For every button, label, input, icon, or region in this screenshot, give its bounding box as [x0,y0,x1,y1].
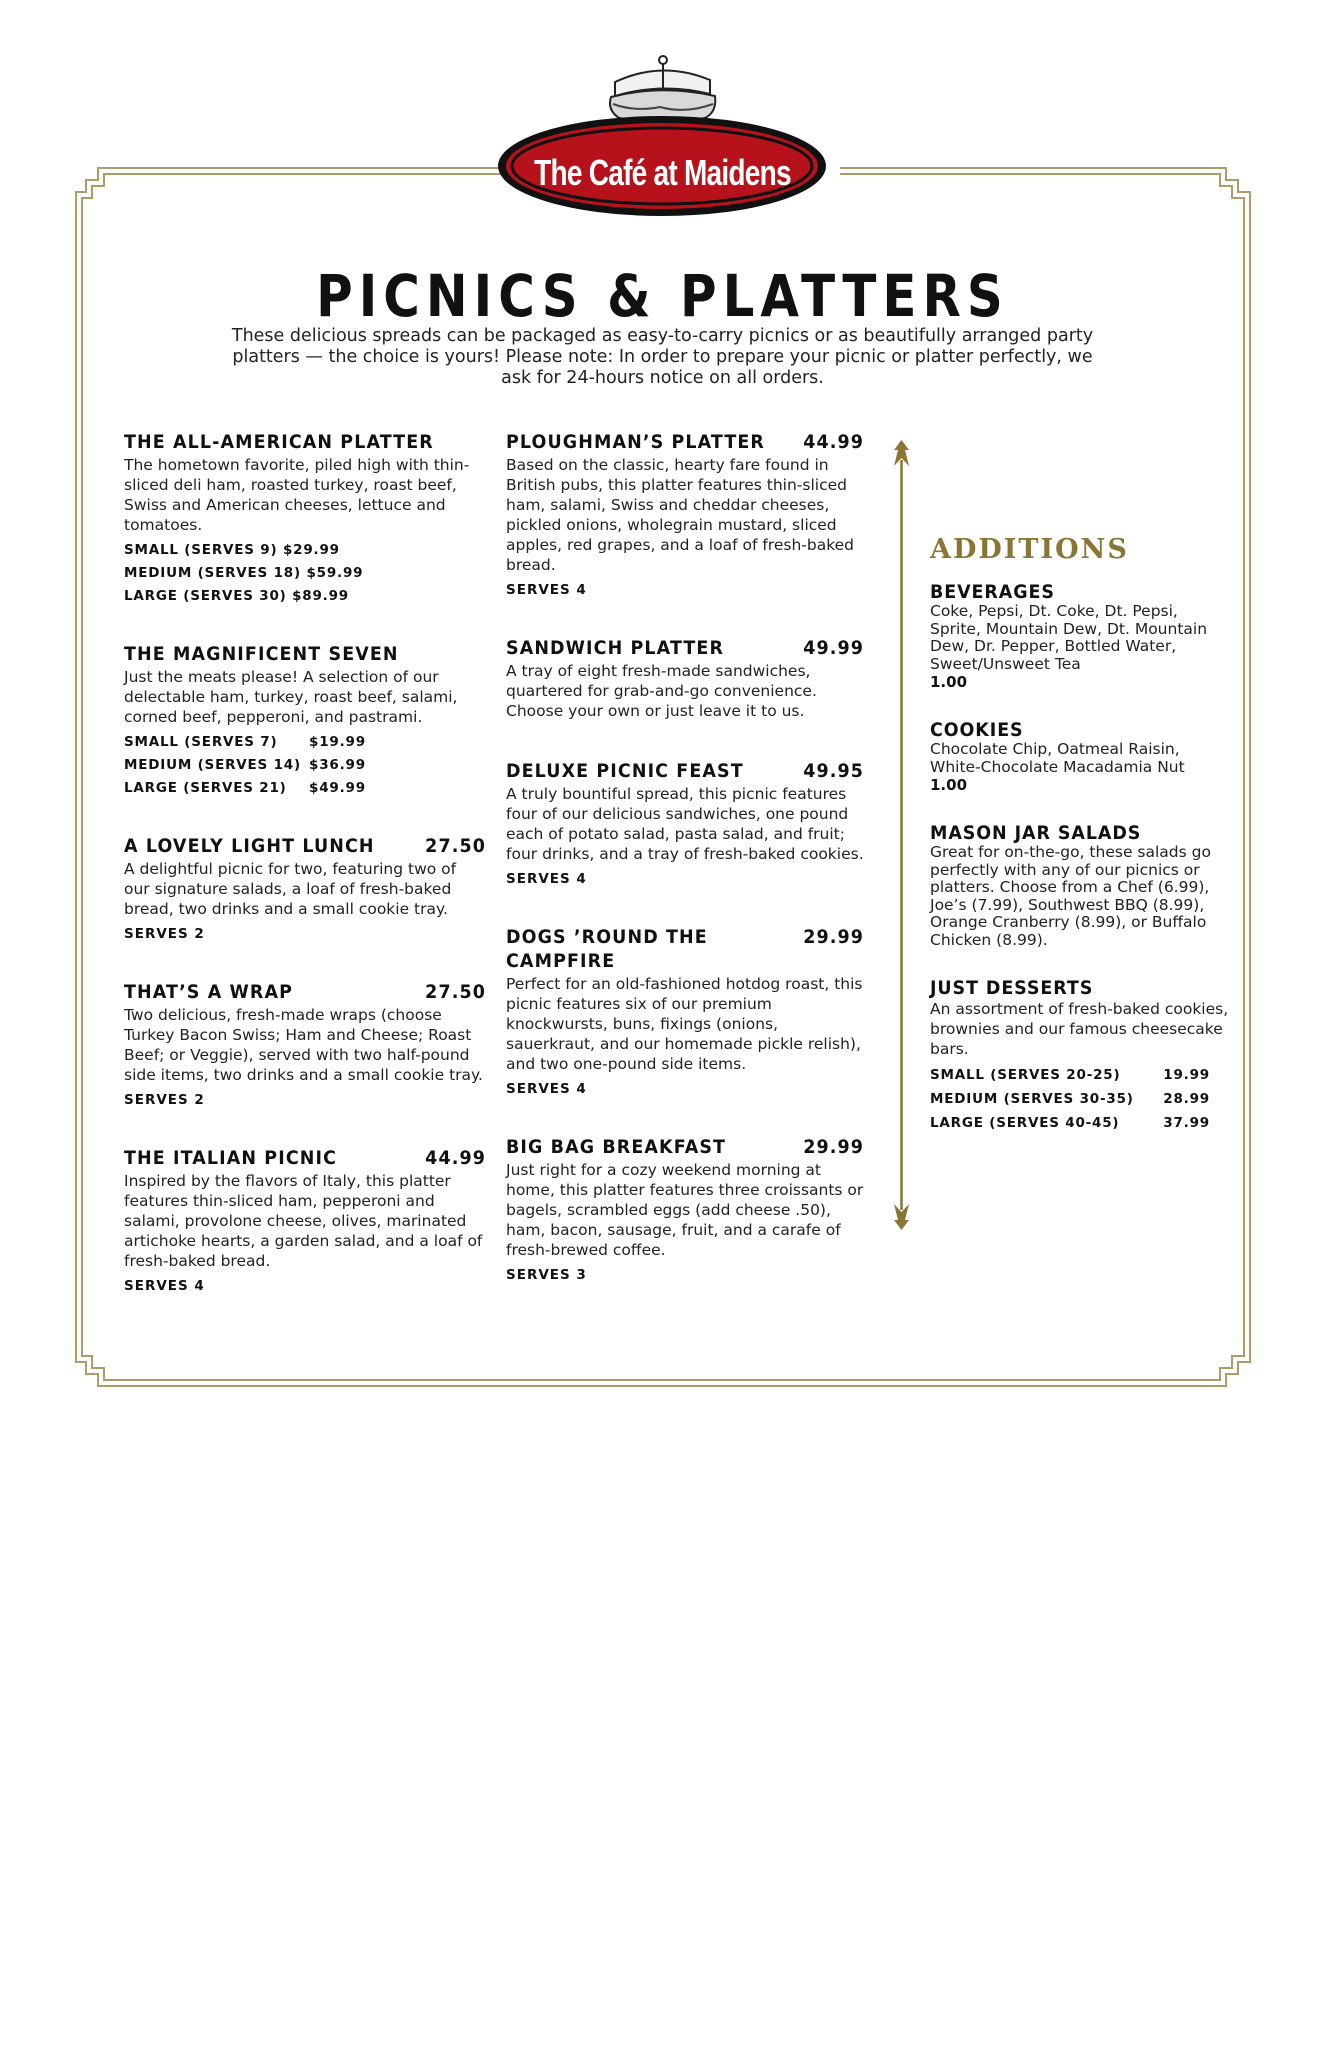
intro-text: These delicious spreads can be packaged as easy-to-carry picnics or as beautifully arranged party platters — the choice is yours! Please note: In order to prepare your picnic or platter perfectly, we ask for 24-hours notice on all orders. [231,326,1094,388]
item-price: 27.50 [425,835,487,857]
menu-item [506,1135,864,1283]
addition-item [930,977,1230,1131]
size-option: LARGE (SERVES 30) $89.99 [124,588,350,604]
page-title: PICNICS & PLATTERS [316,262,1009,330]
size-option: LARGE (SERVES 40-45) 37.99 [930,1115,1210,1131]
addition-description: Great for on-the-go, these salads go perfectly with any of our picnics or platters. Choose from a Chef (6.99), Joe’s (7.99), Southwest BBQ (8.99), Orange Cranberry (8.99), or Buffalo Chicken (8.99). [930,843,1211,949]
menu-item [124,642,486,796]
addition-name: BEVERAGES [930,581,1055,603]
item-price: 27.50 [425,981,487,1003]
size-option: LARGE (SERVES 21) $49.99 [124,780,366,796]
size-option: MEDIUM (SERVES 30-35) 28.99 [930,1091,1210,1107]
menu-item [124,1146,486,1294]
item-description: A tray of eight fresh-made sandwiches, quartered for grab-and-go convenience. Choose your own or just leave it to us. [506,662,817,720]
size-option: MEDIUM (SERVES 18) $59.99 [124,565,364,581]
item-serves: SERVES 2 [124,1092,205,1108]
cafe-logo [495,52,830,222]
item-description: Inspired by the flavors of Italy, this platter features thin-sliced ham, pepperoni and salami, provolone cheese, olives, marinated artichoke hearts, a garden salad, and a loaf of fresh-baked bread. [124,1172,483,1270]
item-serves: SERVES 4 [124,1278,205,1294]
menu-column-2 [506,430,864,1321]
item-price: 49.99 [803,637,865,659]
size-option: SMALL (SERVES 9) $29.99 [124,542,340,558]
addition-name: COOKIES [930,719,1024,741]
menu-item [506,430,864,598]
item-name: PLOUGHMAN’S PLATTER [506,431,765,453]
addition-price: 1.00 [930,673,968,691]
addition-name: JUST DESSERTS [930,977,1094,999]
size-option: SMALL (SERVES 7) $19.99 [124,734,366,750]
menu-item [506,925,864,1097]
addition-price: 1.00 [930,776,968,794]
item-description: The hometown favorite, piled high with thin-sliced deli ham, roasted turkey, roast beef, Swiss and American cheeses, lettuce and tomatoes. [124,456,470,534]
item-description: A truly bountiful spread, this picnic features four of our delicious sandwiches, one pound each of potato salad, pasta salad, and fruit; four drinks, and a tray of fresh-baked cookies. [506,785,864,863]
item-price: 29.99 [803,1136,865,1158]
item-serves: SERVES 4 [506,582,587,598]
menu-item [124,430,486,604]
item-description: Based on the classic, hearty fare found in British pubs, this platter features thin-sliced ham, salami, Swiss and cheddar cheeses, pickled onions, wholegrain mustard, sliced apples, red grapes, and a loaf of fresh-baked bread. [506,456,855,574]
item-name: DOGS ’ROUND THE CAMPFIRE [506,926,708,972]
additions-title: ADDITIONS [930,534,1129,565]
item-description: Perfect for an old-fashioned hotdog roast, this picnic features six of our premium knockwursts, buns, fixings (onions, sauerkraut, and our homemade pickle relish), and two one-pound side items. [506,975,863,1073]
sandwich-logo-icon [495,52,830,222]
column-divider [900,440,903,1230]
item-name: A LOVELY LIGHT LUNCH [124,835,375,857]
menu-item [124,980,486,1108]
size-option: MEDIUM (SERVES 14) $36.99 [124,757,366,773]
item-name: BIG BAG BREAKFAST [506,1136,727,1158]
addition-name: MASON JAR SALADS [930,822,1142,844]
item-description: Just right for a cozy weekend morning at home, this platter features three croissants or bagels, scrambled eggs (add cheese .50), ham, bacon, sausage, fruit, and a carafe of fresh-brewed coffee. [506,1161,864,1259]
item-name: THE ALL-AMERICAN PLATTER [124,431,434,453]
item-serves: SERVES 3 [506,1267,587,1283]
item-description: Just the meats please! A selection of our delectable ham, turkey, roast beef, salami, corned beef, pepperoni, and pastrami. [124,668,458,726]
item-serves: SERVES 4 [506,1081,587,1097]
size-option: SMALL (SERVES 20-25) 19.99 [930,1067,1210,1083]
item-name: THE ITALIAN PICNIC [124,1147,338,1169]
addition-item [930,822,1230,949]
logo-text: The Café at Maidens [534,152,791,193]
menu-item [506,636,864,721]
item-name: DELUXE PICNIC FEAST [506,760,744,782]
addition-description: Chocolate Chip, Oatmeal Raisin, White-Chocolate Macadamia Nut [930,740,1185,776]
item-price: 29.99 [803,926,865,948]
item-price: 49.95 [803,760,865,782]
item-serves: SERVES 4 [506,871,587,887]
item-description: Two delicious, fresh-made wraps (choose Turkey Bacon Swiss; Ham and Cheese; Roast Beef; or Veggie), served with two half-pound side items, two drinks and a small cookie tray. [124,1006,483,1084]
item-price: 44.99 [425,1147,487,1169]
item-serves: SERVES 2 [124,926,205,942]
item-description: A delightful picnic for two, featuring two of our signature salads, a loaf of fresh-baked bread, two drinks and a small cookie tray. [124,860,457,918]
item-name: THAT’S A WRAP [124,981,294,1003]
menu-item [124,834,486,942]
addition-item [930,719,1230,794]
addition-description: Coke, Pepsi, Dt. Coke, Dt. Pepsi, Sprite, Mountain Dew, Dt. Mountain Dew, Dr. Pepper, Bottled Water, Sweet/Unsweet Tea [930,602,1208,673]
addition-item [930,581,1230,691]
item-name: THE MAGNIFICENT SEVEN [124,643,399,665]
item-name: SANDWICH PLATTER [506,637,725,659]
menu-column-1 [124,430,486,1332]
additions-column [930,430,1230,1159]
item-price: 44.99 [803,431,865,453]
addition-description: An assortment of fresh-baked cookies, brownies and our famous cheesecake bars. [930,1000,1229,1058]
menu-item [506,759,864,887]
